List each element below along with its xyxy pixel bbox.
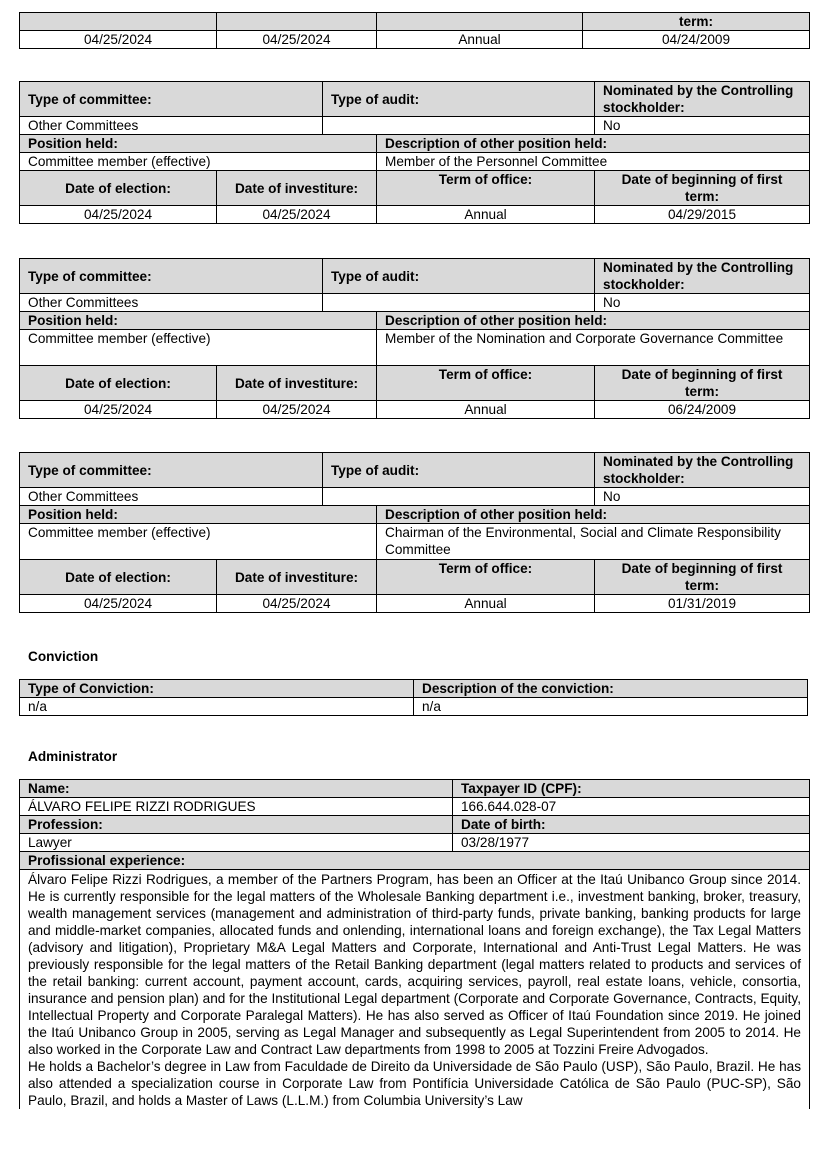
description-value: Chairman of the Environmental, Social and Climate Responsibility Committee xyxy=(377,524,810,560)
profession-value: Lawyer xyxy=(20,834,453,852)
nominated-label: Nominated by the Controlling stockholder: xyxy=(595,259,810,294)
date-of-investiture-label: Date of investiture: xyxy=(217,171,377,206)
conviction-table xyxy=(19,679,807,716)
type-of-audit-label: Type of audit: xyxy=(323,453,595,488)
audit-value xyxy=(323,488,595,506)
audit-value xyxy=(323,294,595,312)
description-value: Member of the Nomination and Corporate Governance Committee xyxy=(377,330,810,366)
first-term-date: 04/29/2015 xyxy=(595,206,810,224)
committee-table-3 xyxy=(19,452,809,613)
nominated-value: No xyxy=(595,294,810,312)
committee-table-1 xyxy=(19,81,809,224)
position-held-label: Position held: xyxy=(20,135,377,153)
description-value: Member of the Personnel Committee xyxy=(377,153,810,171)
type-of-audit-label: Type of audit: xyxy=(323,259,595,294)
election-date: 04/25/2024 xyxy=(20,206,217,224)
date-of-election-label: Date of election: xyxy=(20,560,217,595)
conviction-type-label: Type of Conviction: xyxy=(20,680,414,698)
description-label: Description of other position held: xyxy=(377,506,810,524)
first-term-date: 04/24/2009 xyxy=(583,31,810,49)
first-term-label: Date of beginning of first term: xyxy=(595,560,810,595)
nominated-label: Nominated by the Controlling stockholder: xyxy=(595,453,810,488)
cpf-value: 166.644.028-07 xyxy=(453,798,810,816)
experience-paragraph-2: He holds a Bachelor’s degree in Law from Faculdade de Direito da Universidade de São Paulo (USP), São Paulo, Brazil. He has also attended a specialization course in Corporate Law from Pontifícia Universidade Católica de São Paulo (PUC-SP), São Paulo, Brazil, and holds a Master of Laws (L.L.M.) from Columbia University’s Law xyxy=(28,1059,801,1108)
nominated-value: No xyxy=(595,488,810,506)
first-term-label: Date of beginning of first term: xyxy=(595,366,810,401)
conviction-description-value: n/a xyxy=(414,698,808,716)
position-held-label: Position held: xyxy=(20,312,377,330)
first-term-date: 01/31/2019 xyxy=(595,595,810,613)
investiture-date: 04/25/2024 xyxy=(217,595,377,613)
conviction-description-label: Description of the conviction: xyxy=(414,680,808,698)
date-of-election-label: Date of election: xyxy=(20,171,217,206)
term-of-office: Annual xyxy=(377,595,595,613)
investiture-date: 04/25/2024 xyxy=(217,401,377,419)
term-of-office: Annual xyxy=(377,206,595,224)
term-of-office-label: Term of office: xyxy=(377,171,595,206)
position-held-value: Committee member (effective) xyxy=(20,524,377,560)
position-held-label: Position held: xyxy=(20,506,377,524)
committee-type-value: Other Committees xyxy=(20,488,323,506)
administrator-heading: Administrator xyxy=(28,749,118,764)
description-label: Description of other position held: xyxy=(377,312,810,330)
term-of-office: Annual xyxy=(377,31,583,49)
birth-label: Date of birth: xyxy=(453,816,810,834)
election-date: 04/25/2024 xyxy=(20,401,217,419)
audit-value xyxy=(323,117,595,135)
nominated-label: Nominated by the Controlling stockholder: xyxy=(595,82,810,117)
election-date: 04/25/2024 xyxy=(20,31,217,49)
conviction-type-value: n/a xyxy=(20,698,414,716)
profession-label: Profession: xyxy=(20,816,453,834)
name-label: Name: xyxy=(20,780,453,798)
term-fragment-table xyxy=(19,12,809,49)
experience-paragraph-1: Álvaro Felipe Rizzi Rodrigues, a member of the Partners Program, has been an Officer at the Itaú Unibanco Group since 2014. He is currently responsible for the legal matters of the Wholesale Banking department i.e., investment banking, broker, treasury, wealth management services (management and administration of third-party funds, private banking, banking products for large and middle-market companies, allocated funds and onlending, international loans and foreign exchange), the Tax Legal Matters (advisory and litigation), Proprietary M&A Legal Matters and Corporate, International and Anti-Trust Legal Matters. He was previously responsible for the legal matters of the Retail Banking department (legal matters related to products and services of the retail banking: current account, payment account, cards, acquiring services, payroll, real estate loans, vehicle, consortia, insurance and pension plan) and for the Institutional Legal department (Corporate and Corporate Governance, Contracts, Equity, Intellectual Property and Corporate Paralegal Matters). He has also served as Officer of Itaú Foundation since 2019. He joined the Itaú Unibanco Group in 2005, serving as Legal Manager and subsequently as Legal Superintendent from 2005 to 2014. He also worked in the Corporate Law and Contract Law departments from 1998 to 2005 at Tozzini Freire Advogados. xyxy=(28,872,801,1057)
committee-table-2 xyxy=(19,258,809,419)
term-of-office-label: Term of office: xyxy=(377,560,595,595)
investiture-date: 04/25/2024 xyxy=(217,31,377,49)
experience-cell xyxy=(20,870,810,1110)
position-held-value: Committee member (effective) xyxy=(20,330,377,366)
type-of-audit-label: Type of audit: xyxy=(323,82,595,117)
first-term-header-tail: term: xyxy=(583,13,810,31)
nominated-value: No xyxy=(595,117,810,135)
type-of-committee-label: Type of committee: xyxy=(20,259,323,294)
election-date: 04/25/2024 xyxy=(20,595,217,613)
first-term-date: 06/24/2009 xyxy=(595,401,810,419)
first-term-label: Date of beginning of first term: xyxy=(595,171,810,206)
committee-type-value: Other Committees xyxy=(20,294,323,312)
name-value: ÁLVARO FELIPE RIZZI RODRIGUES xyxy=(20,798,453,816)
position-held-value: Committee member (effective) xyxy=(20,153,377,171)
date-of-election-label: Date of election: xyxy=(20,366,217,401)
date-of-investiture-label: Date of investiture: xyxy=(217,560,377,595)
type-of-committee-label: Type of committee: xyxy=(20,82,323,117)
date-of-investiture-label: Date of investiture: xyxy=(217,366,377,401)
type-of-committee-label: Type of committee: xyxy=(20,453,323,488)
conviction-heading: Conviction xyxy=(28,649,99,664)
administrator-table xyxy=(19,779,809,1109)
investiture-date: 04/25/2024 xyxy=(217,206,377,224)
committee-type-value: Other Committees xyxy=(20,117,323,135)
term-of-office-label: Term of office: xyxy=(377,366,595,401)
experience-label: Profissional experience: xyxy=(20,852,810,870)
term-of-office: Annual xyxy=(377,401,595,419)
birth-value: 03/28/1977 xyxy=(453,834,810,852)
cpf-label: Taxpayer ID (CPF): xyxy=(453,780,810,798)
description-label: Description of other position held: xyxy=(377,135,810,153)
